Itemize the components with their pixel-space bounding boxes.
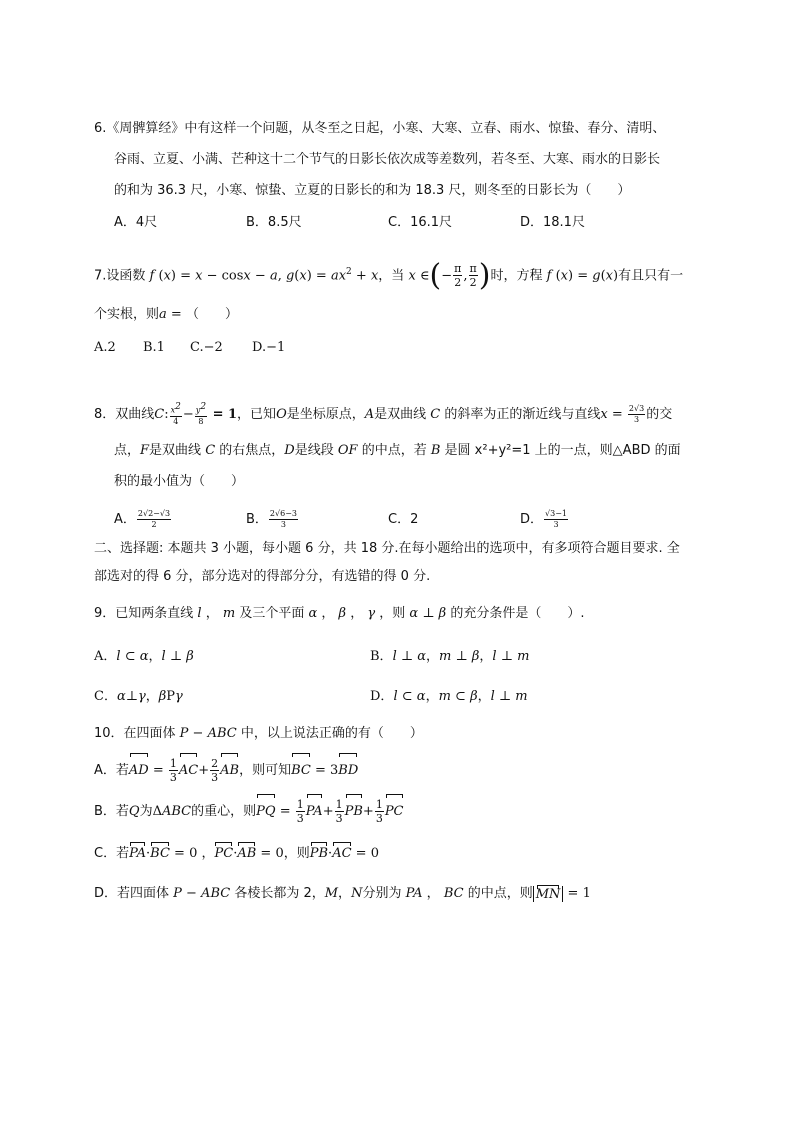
q7-pi-frac-1: $\frac{\pi}{2}$	[454, 262, 462, 290]
q8-line2c: 的右焦点，	[219, 443, 285, 458]
q8-mid4: 的斜率为正的渐近线与直线	[444, 407, 601, 422]
q7-line-1: 7.设函数 f (x) = x − cosx − a, $g(x) = ax^2 + x$，当 x ∈(− $\frac{\pi}{2}$ , $\frac{\pi}{2}$ )时，方程 f (x) = g(x)有且只有一	[94, 257, 684, 293]
q9-option-c[interactable]: C．α⊥γ，βPγ	[94, 689, 183, 704]
q6-line-1: 6.《周髀算经》中有这样一个问题，从冬至之日起，小寒、大寒、立春、雨水、惊蛰、春分、清明、	[94, 121, 666, 136]
q10-option-d[interactable]: D．若四面体 P − ABC 各棱长都为 2，M，N分别为 PA ， BC 的中点，则 MN = 1	[94, 886, 591, 902]
q7-line2-tail: （ ）	[185, 307, 238, 322]
q9-option-b[interactable]: B．l ⊥ α，m ⊥ β，l ⊥ m	[370, 649, 530, 664]
q8-line-3: 积的最小值为（ ）	[114, 474, 245, 489]
q8-line2e: 的中点，若	[361, 443, 427, 458]
q8-prefix: 8．双曲线	[94, 407, 155, 422]
q7-mid1: ，当	[378, 268, 405, 284]
q10-b-pre: B．若	[94, 804, 129, 819]
q8-option-c[interactable]: C．2	[388, 512, 419, 527]
q9-option-d[interactable]: D．l ⊂ α，m ⊂ β，l ⊥ m	[370, 689, 528, 704]
q10-c-mid: ，则	[283, 846, 310, 861]
q8-line2d: 是线段	[294, 443, 334, 458]
q9-stem-b: 及三个平面	[239, 606, 305, 621]
q7-line2-text: 个实根，则	[94, 307, 160, 322]
q9-stem-c: ，则	[379, 606, 406, 621]
q9-stem: 9．已知两条直线 l ， m 及三个平面 α ， β ， γ ，则 α ⊥ β 的充分条件是（ ）.	[94, 606, 585, 621]
q6-option-b[interactable]: B．8.5尺	[246, 215, 302, 230]
q10-option-c[interactable]: C．若PA·BC = 0 ，PC·AB = 0，则PB·AC = 0	[94, 846, 379, 861]
q10-d-pre: D．若四面体	[94, 886, 170, 901]
q10-option-b[interactable]: B．若Q为ΔABC的重心，则PQ = $\frac{1}{3}$ PA+ $\frac{1}{3}$ PB+ $\frac{1}{3}$ PC	[94, 798, 404, 825]
q8-suffix: 的交	[646, 407, 673, 422]
q8-option-d-label: D．	[520, 512, 544, 527]
q6-option-d[interactable]: D．18.1尺	[520, 215, 585, 230]
q10-stem-a: 10．在四面体	[94, 726, 176, 741]
q8-mid2: 是坐标原点，	[286, 407, 365, 422]
q7-option-c[interactable]: C.−2	[190, 340, 223, 355]
q10-a-pre: A．若	[94, 763, 129, 778]
q10-b-mid: 为	[139, 804, 153, 819]
q6-line-3: 的和为 36.3 尺，小寒、惊蛰、立夏的日影长的和为 18.3 尺，则冬至的日影长为（ ）	[114, 183, 631, 198]
q8-line2f: 是圆 x²+y²=1 上的一点，则△ABD 的面	[444, 443, 681, 458]
q8-option-b[interactable]: B． $\frac{2√6-3}{3}$	[246, 509, 297, 529]
q8-line-2: 点，F是双曲线 C 的右焦点，D是线段 OF 的中点，若 B 是圆 x²+y²=1 上的一点，则△ABD 的面	[114, 443, 681, 458]
q10-d-mid: 各棱长都为 2，	[234, 886, 325, 901]
q7-option-a[interactable]: A.2	[94, 340, 116, 355]
q8-option-a-label: A．	[114, 512, 136, 527]
q9-option-a[interactable]: A．l ⊂ α，l ⊥ β	[94, 649, 194, 664]
q10-d-mid3: 的中点，则	[467, 886, 533, 901]
q7-suffix: 有且只有一	[618, 268, 684, 284]
q7-option-d[interactable]: D.−1	[252, 340, 286, 355]
q6-option-c[interactable]: C．16.1尺	[388, 215, 453, 230]
q7-line-2: 个实根，则a = （ ）	[94, 307, 238, 322]
q10-c-pre: C．若	[94, 846, 130, 861]
q8-mid1: ，已知	[237, 407, 277, 422]
q8-option-a[interactable]: A． $\frac{2√2-√3}{2}$	[114, 509, 171, 529]
q9-stem-d: 的充分条件是（ ）.	[450, 606, 585, 621]
q10-stem: 10．在四面体 P − ABC 中，以上说法正确的有（ ）	[94, 726, 423, 741]
q8-option-d[interactable]: D． $\frac{√3-1}{3}$	[520, 509, 567, 529]
q10-d-mid2: 分别为	[362, 886, 402, 901]
q9-stem-a: 9．已知两条直线	[94, 606, 194, 621]
q8-line2b: 是双曲线	[149, 443, 202, 458]
q10-a-mid: ，则可知	[239, 763, 292, 778]
q8-mid3: 是双曲线	[374, 407, 427, 422]
q6-line-2: 谷雨、立夏、小满、芒种这十二个节气的日影长依次成等差数列，若冬至、大寒、雨水的日影长	[114, 152, 661, 167]
q7-pi-frac-2: $\frac{\pi}{2}$	[469, 262, 477, 290]
q8-line-1: 8．双曲线C: $\frac{x^2}{4}$ − $\frac{y^2}{8}$ = 1，已知O是坐标原点，A是双曲线 C 的斜率为正的渐近线与直线x = $\frac{2√3}{3}$ 的交	[94, 402, 673, 426]
q6-option-a[interactable]: A．4尺	[114, 215, 158, 230]
q7-option-b[interactable]: B.1	[143, 340, 165, 355]
q8-option-b-label: B．	[246, 512, 268, 527]
q7-function-def: f	[145, 268, 159, 284]
q10-stem-b: 中，以上说法正确的有（ ）	[240, 726, 423, 741]
q7-prefix: 7.设函数	[94, 268, 146, 284]
q7-mid2: 时，方程	[490, 268, 543, 284]
section-2-line-1: 二、选择题: 本题共 3 小题，每小题 6 分，共 18 分.在每小题给出的选项中，有多项符合题目要求. 全	[94, 541, 680, 556]
q10-b-mid2: 的重心，则	[191, 804, 257, 819]
section-2-line-2: 部选对的得 6 分，部分选对的得部分分，有选错的得 0 分.	[94, 569, 431, 584]
q10-option-a[interactable]: A．若AD = $\frac{1}{3}$ AC+ $\frac{2}{3}$ AB，则可知BC = 3BD	[94, 757, 359, 784]
q8-line2a: 点，	[114, 443, 141, 458]
